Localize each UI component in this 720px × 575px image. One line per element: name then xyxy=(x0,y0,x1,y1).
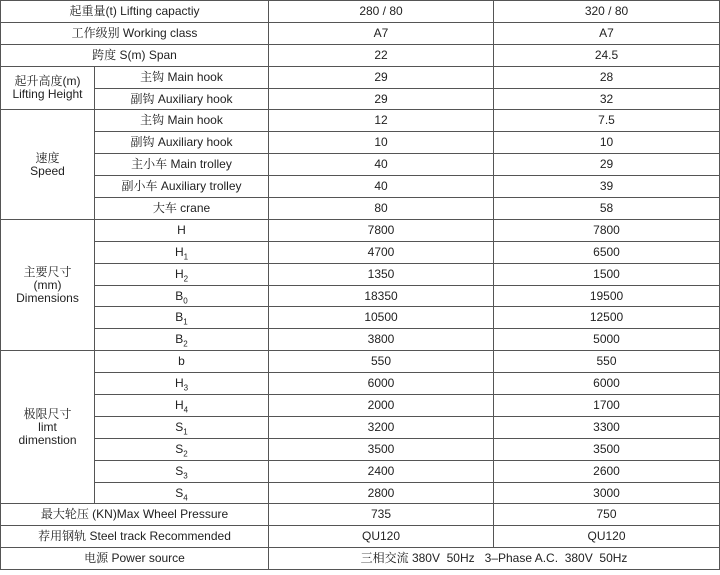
value-cell: 12500 xyxy=(494,307,720,329)
symbol-subscript: 3 xyxy=(183,383,189,393)
table-row xyxy=(1,373,720,395)
value-cell: 80 xyxy=(269,198,494,220)
table-row xyxy=(1,132,720,154)
table-row xyxy=(1,460,720,482)
row-label: 跨度 S(m) Span xyxy=(1,44,269,66)
row-label: 副钩 Auxiliary hook xyxy=(95,88,269,110)
value-cell: 18350 xyxy=(269,285,494,307)
value-cell: A7 xyxy=(269,22,494,44)
table-row xyxy=(1,154,720,176)
value-cell: 3500 xyxy=(494,438,720,460)
group-label-cn: 主要尺寸 xyxy=(23,264,72,279)
value-cell: 10 xyxy=(269,132,494,154)
symbol: B xyxy=(175,310,184,325)
symbol-subscript: 4 xyxy=(183,492,188,502)
symbol-cell xyxy=(95,395,269,417)
value-cell: 550 xyxy=(269,351,494,373)
group-label-en: Dimensions xyxy=(16,290,79,305)
table-row xyxy=(1,285,720,307)
table-row xyxy=(1,110,720,132)
row-label: 大车 crane xyxy=(95,198,269,220)
symbol: H xyxy=(177,222,186,237)
symbol-cell xyxy=(95,460,269,482)
group-label-en: dimenstion xyxy=(18,432,77,447)
table-row xyxy=(1,198,720,220)
group-label-en: Speed xyxy=(30,163,65,178)
value-cell: 2400 xyxy=(269,460,494,482)
value-cell: 32 xyxy=(494,88,720,110)
value-cell: 58 xyxy=(494,198,720,220)
value-cell: 1700 xyxy=(494,395,720,417)
value-cell: 28 xyxy=(494,66,720,88)
value-cell: 2000 xyxy=(269,395,494,417)
table-row xyxy=(1,395,720,417)
symbol-subscript: 1 xyxy=(183,427,188,437)
group-label-dimensions xyxy=(1,219,95,350)
value-cell: 29 xyxy=(269,66,494,88)
symbol-cell xyxy=(95,373,269,395)
value-cell: 10500 xyxy=(269,307,494,329)
row-label: 主小车 Main trolley xyxy=(95,154,269,176)
symbol: S xyxy=(175,441,184,456)
value-cell: 12 xyxy=(269,110,494,132)
value-cell: 29 xyxy=(269,88,494,110)
value-cell: 29 xyxy=(494,154,720,176)
value-cell: 735 xyxy=(269,504,494,526)
value-cell: 22 xyxy=(269,44,494,66)
value-cell: 39 xyxy=(494,176,720,198)
table-row xyxy=(1,504,720,526)
value-cell: 5000 xyxy=(494,329,720,351)
value-cell: 3300 xyxy=(494,416,720,438)
row-label: 主钩 Main hook xyxy=(95,110,269,132)
symbol-subscript: 1 xyxy=(183,252,189,262)
value-cell: 550 xyxy=(494,351,720,373)
row-label: 副小车 Auxiliary trolley xyxy=(95,176,269,198)
value-cell: QU120 xyxy=(269,526,494,548)
table-row xyxy=(1,44,720,66)
row-label: 荐用钢轨 Steel track Recommended xyxy=(1,526,269,548)
symbol-subscript: 1 xyxy=(183,317,188,327)
value-cell: 6000 xyxy=(269,373,494,395)
table-row xyxy=(1,438,720,460)
symbol: S xyxy=(175,419,184,434)
table-row xyxy=(1,176,720,198)
table-row xyxy=(1,66,720,88)
symbol-subscript: 2 xyxy=(183,274,189,284)
symbol: b xyxy=(178,354,185,369)
table-row xyxy=(1,482,720,504)
group-label-limit-dimensions xyxy=(1,351,95,504)
table-row xyxy=(1,416,720,438)
value-cell: 2800 xyxy=(269,482,494,504)
symbol: H xyxy=(174,397,184,412)
value-cell: 750 xyxy=(494,504,720,526)
table-row xyxy=(1,88,720,110)
value-cell: 3000 xyxy=(494,482,720,504)
row-label: 起重量(t) Lifting capactiy xyxy=(1,1,269,23)
value-cell: 4700 xyxy=(269,241,494,263)
table-row xyxy=(1,548,720,570)
symbol: S xyxy=(175,463,184,478)
value-cell: 3500 xyxy=(269,438,494,460)
value-cell: A7 xyxy=(494,22,720,44)
symbol-subscript: 4 xyxy=(183,405,189,415)
symbol-cell xyxy=(95,241,269,263)
symbol-cell xyxy=(95,482,269,504)
value-cell: 7.5 xyxy=(494,110,720,132)
value-cell: 1350 xyxy=(269,263,494,285)
group-label-en: Lifting Height xyxy=(12,87,83,102)
row-label: 最大轮压 (KN)Max Wheel Pressure xyxy=(1,504,269,526)
symbol-cell xyxy=(95,329,269,351)
symbol-subscript: 3 xyxy=(183,471,188,481)
value-cell: 280 / 80 xyxy=(269,1,494,23)
row-label: 主钩 Main hook xyxy=(95,66,269,88)
symbol-cell xyxy=(95,351,269,373)
symbol-cell xyxy=(95,285,269,307)
value-cell: 3800 xyxy=(269,329,494,351)
table-row xyxy=(1,329,720,351)
value-cell: 6000 xyxy=(494,373,720,395)
symbol-subscript: 2 xyxy=(183,339,188,349)
symbol-cell xyxy=(95,263,269,285)
symbol: H xyxy=(174,376,184,391)
symbol: B xyxy=(175,288,184,303)
value-cell: 10 xyxy=(494,132,720,154)
table-row xyxy=(1,307,720,329)
table-row xyxy=(1,526,720,548)
value-cell: 2600 xyxy=(494,460,720,482)
group-label-cn: 速度 xyxy=(35,150,60,165)
value-cell: 19500 xyxy=(494,285,720,307)
value-cell: 7800 xyxy=(494,219,720,241)
symbol: S xyxy=(175,485,184,500)
symbol-subscript: 0 xyxy=(183,295,188,305)
symbol: H xyxy=(174,244,184,259)
value-cell: 三相交流 380V 50Hz 3–Phase A.C. 380V 50Hz xyxy=(269,548,720,570)
value-cell: 1500 xyxy=(494,263,720,285)
symbol-cell xyxy=(95,219,269,241)
group-label-en: limt xyxy=(38,419,57,434)
value-cell: 40 xyxy=(269,176,494,198)
group-label-cn: 极限尺寸 xyxy=(23,406,72,421)
group-label-speed xyxy=(1,110,95,219)
row-label: 工作级别 Working class xyxy=(1,22,269,44)
group-label-cn: 起升高度(m) xyxy=(14,74,81,89)
table-row xyxy=(1,351,720,373)
value-cell: 320 / 80 xyxy=(494,1,720,23)
value-cell: QU120 xyxy=(494,526,720,548)
value-cell: 40 xyxy=(269,154,494,176)
value-cell: 6500 xyxy=(494,241,720,263)
symbol-cell xyxy=(95,416,269,438)
table-row xyxy=(1,241,720,263)
symbol-cell xyxy=(95,307,269,329)
row-label: 电源 Power source xyxy=(1,548,269,570)
symbol: H xyxy=(174,266,184,281)
group-label-lifting-height xyxy=(1,66,95,110)
table-row xyxy=(1,219,720,241)
symbol: B xyxy=(175,332,184,347)
value-cell: 3200 xyxy=(269,416,494,438)
symbol-cell xyxy=(95,438,269,460)
table-row xyxy=(1,1,720,23)
symbol-subscript: 2 xyxy=(183,449,188,459)
table-row xyxy=(1,22,720,44)
value-cell: 24.5 xyxy=(494,44,720,66)
row-label: 副钩 Auxiliary hook xyxy=(95,132,269,154)
group-label-unit: (mm) xyxy=(33,277,62,292)
value-cell: 7800 xyxy=(269,219,494,241)
table-row xyxy=(1,263,720,285)
